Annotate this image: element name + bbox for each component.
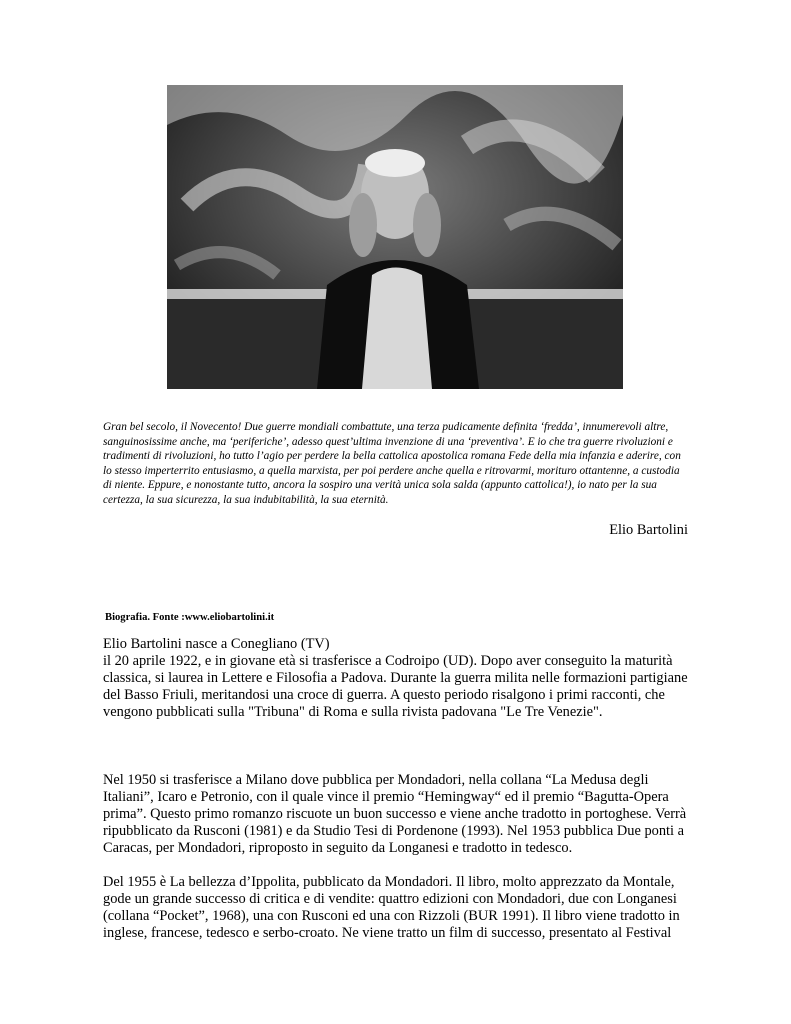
biography-paragraph-2: Nel 1950 si trasferisce a Milano dove pubblica per Mondadori, nella collana “La Medusa degli Italiani”, Icaro e Petronio, con il quale vince il premio “Hemingway“ ed il premio “Bagutta-Opera prima”. Questo primo romanzo riscuote un buon successo e viene anche tradotto in portoghese. Verrà ripubblicato da Rusconi (1981) e da Studio Tesi di Pordenone (1993). Nel 1953 pubblica Due ponti a Caracas, per Mondadori, riproposto in seguito da Longanesi e tradotto in tedesco. [103,772,687,857]
portrait-photo-icon [167,85,623,389]
biography-paragraph-1: Elio Bartolini nasce a Conegliano (TV) il 20 aprile 1922, e in giovane età si trasferisce a Codroipo (UD). Dopo aver conseguito la maturità classica, si laurea in Lettere e Filosofia a Padova. Durante la guerra milita nelle formazioni partigiane del Basso Friuli, meritandosi una croce di guerra. A questo periodo risalgono i primi racconti, che vengono pubblicati sulla "Tribuna" di Roma e sulla rivista padovana "Le Tre Venezie". [103,636,688,721]
biography-source-heading: Biografia. Fonte :www.eliobartolini.it [105,612,275,623]
quote-signature: Elio Bartolini [609,522,688,538]
biography-paragraph-3: Del 1955 è La bellezza d’Ippolita, pubblicato da Mondadori. Il libro, molto apprezzato da Montale, gode un grande successo di critica e di vendite: quattro edizioni con Mondadori, due con Longanesi (collana “Pocket”, 1968), una con Rusconi ed una con Rizzoli (BUR 1991). Il libro viene tradotto in inglese, francese, tedesco e serbo-croato. Ne viene tratto un film di successo, presentato al Festival [103,874,680,942]
portrait-photo [167,85,623,389]
quote-paragraph: Gran bel secolo, il Novecento! Due guerre mondiali combattute, una terza pudicamente definita ‘fredda’, innumerevoli altre, sanguinosissime anche, ma ‘periferiche’, adesso quest’ultima invenzione di una ‘preventiva’. E io che tra guerre rivoluzioni e tradimenti di rivoluzioni, ho tutto l’agio per perdere la bella cattolica apostolica romana Fede della mia infanzia e aderire, con lo stesso imperterrito entusiasmo, a quella marxista, per poi perdere anche quella e ritrovarmi, morituro ottantenne, a custodia di niente. Eppure, e nonostante tutto, ancora la sospiro una verità unica sola salda (appunto cattolica!), io nato per la sua certezza, la sua sicurezza, la sua indubitabilità, la sua eternità. [103,421,681,506]
